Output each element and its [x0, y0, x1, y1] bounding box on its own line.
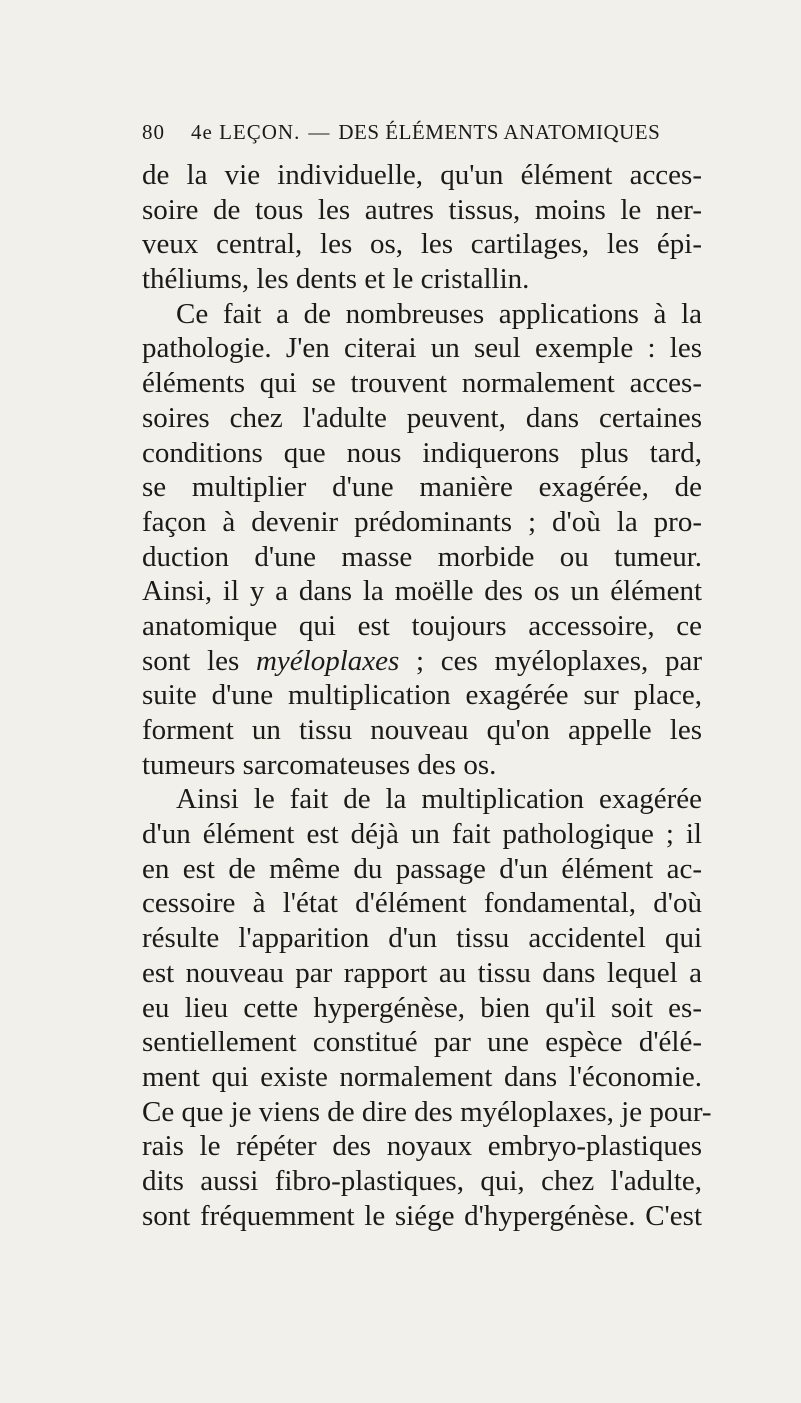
- text-line: Ce que je viens de dire des myéloplaxes, je pour-: [142, 1095, 712, 1128]
- text-line: résulte l'apparition d'un tissu accidentel qui: [142, 922, 702, 955]
- text-line: de la vie individuelle, qu'un élément acces-: [142, 159, 702, 191]
- text-line: façon à devenir prédominants ; d'où la pro-: [142, 505, 702, 538]
- text-line: d'un élément est déjà un fait pathologique ; il: [142, 818, 702, 851]
- text-line: soire de tous les autres tissus, moins le ner-: [142, 193, 702, 226]
- text-line: ment qui existe normalement dans l'économie.: [142, 1060, 702, 1093]
- text-line: tumeurs sarcomateuses des os.: [142, 748, 497, 781]
- text-line: sont fréquemment le siége d'hypergénèse. C'est: [142, 1199, 702, 1232]
- text-line: se multiplier d'une manière exagérée, de: [142, 471, 702, 504]
- running-header: [142, 120, 702, 150]
- text-line: dits aussi fibro-plastiques, qui, chez l'adulte,: [142, 1164, 702, 1197]
- text-line: eu lieu cette hypergénèse, bien qu'il soit es-: [142, 991, 702, 1024]
- text-line: est nouveau par rapport au tissu dans lequel a: [142, 956, 702, 989]
- text-line: veux central, les os, les cartilages, les épi-: [142, 228, 702, 261]
- text-segment: sont les: [142, 644, 256, 677]
- chapter-title: DES ÉLÉMENTS ANATOMIQUES: [338, 120, 661, 144]
- text-line: suite d'une multiplication exagérée sur place,: [142, 679, 702, 712]
- text-line: théliums, les dents et le cristallin.: [142, 263, 530, 296]
- text-line: cessoire à l'état d'élément fondamental, d'où: [142, 887, 702, 920]
- italic-term: myéloplaxes: [255, 644, 400, 677]
- text-line: en est de même du passage d'un élément ac-: [142, 852, 702, 885]
- text-line: Ainsi, il y a dans la moëlle des os un élément: [142, 575, 702, 608]
- text-line-with-italic: [142, 644, 702, 679]
- body-text: [142, 158, 712, 1233]
- text-line: pathologie. J'en citerai un seul exemple : les: [142, 332, 702, 365]
- text-line: Ainsi le fait de la multiplication exagérée: [176, 783, 702, 816]
- text-line: forment un tissu nouveau qu'on appelle les: [142, 714, 702, 746]
- text-line: soires chez l'adulte peuvent, dans certaines: [142, 401, 702, 434]
- lecon-label: 4e LEÇON.: [191, 120, 301, 144]
- text-segment: ; ces myéloplaxes, par: [399, 644, 703, 677]
- text-line: Ce fait a de nombreuses applications à la: [176, 297, 702, 330]
- text-line: duction d'une masse morbide ou tumeur.: [142, 540, 702, 573]
- text-line: sentiellement constitué par une espèce d'élé-: [142, 1026, 702, 1059]
- text-line: conditions que nous indiquerons plus tard,: [142, 436, 702, 469]
- text-line: éléments qui se trouvent normalement acces-: [142, 367, 702, 400]
- text-line: anatomique qui est toujours accessoire, ce: [142, 609, 702, 642]
- text-line: rais le répéter des noyaux embryo-plastiques: [142, 1130, 702, 1163]
- header-dash: —: [308, 120, 331, 144]
- page-number: 80: [142, 120, 165, 144]
